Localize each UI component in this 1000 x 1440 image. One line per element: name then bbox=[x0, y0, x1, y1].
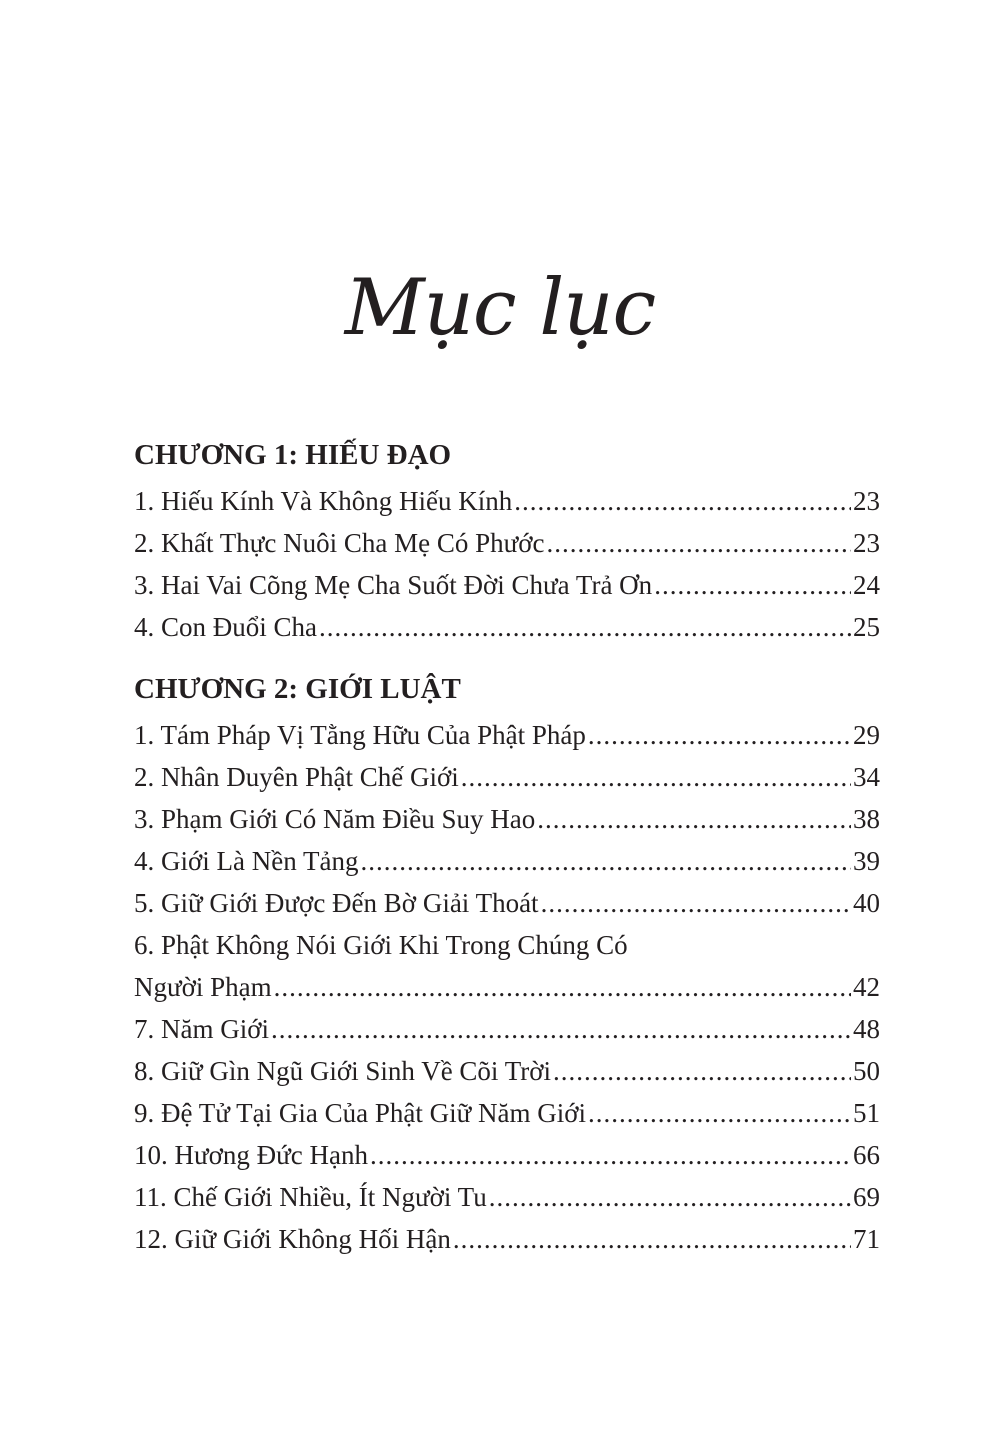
dot-leader bbox=[489, 1176, 851, 1218]
toc-entry-title: Người Phạm bbox=[134, 972, 272, 1002]
toc-entry-title: 4. Giới Là Nền Tảng bbox=[134, 846, 359, 876]
toc-entry-page: 24 bbox=[853, 570, 880, 600]
toc-entry-title: 1. Tám Pháp Vị Tằng Hữu Của Phật Pháp bbox=[134, 720, 586, 750]
page-title: Mục lục bbox=[344, 263, 656, 353]
dot-leader bbox=[588, 714, 851, 756]
toc-entry-title: 3. Hai Vai Cõng Mẹ Cha Suốt Đời Chưa Trả Ơn bbox=[134, 570, 653, 600]
chapter-heading: CHƯƠNG 2: GIỚI LUẬT bbox=[134, 673, 461, 705]
toc-entry bbox=[134, 480, 880, 522]
toc-entry-title: 10. Hương Đức Hạnh bbox=[134, 1140, 369, 1170]
dot-leader bbox=[588, 1092, 851, 1134]
toc-entry bbox=[134, 1134, 880, 1176]
dot-leader bbox=[271, 1008, 851, 1050]
table-of-contents bbox=[134, 430, 880, 1260]
toc-entry-title: 11. Chế Giới Nhiều, Ít Người Tu bbox=[134, 1182, 487, 1212]
toc-entry-page: 38 bbox=[853, 804, 880, 834]
toc-entry-page: 66 bbox=[853, 1140, 880, 1170]
chapter-1 bbox=[134, 430, 880, 648]
toc-entry-page: 50 bbox=[853, 1056, 880, 1086]
toc-entry-title: 1. Hiếu Kính Và Không Hiếu Kính bbox=[134, 486, 513, 516]
toc-entry-page: 69 bbox=[853, 1182, 880, 1212]
toc-entry-page: 29 bbox=[853, 720, 880, 750]
toc-entry-title: 7. Năm Giới bbox=[134, 1014, 270, 1044]
chapter-2 bbox=[134, 664, 880, 1260]
toc-entry bbox=[134, 840, 880, 882]
toc-entry-page: 48 bbox=[853, 1014, 880, 1044]
toc-entry bbox=[134, 1176, 880, 1218]
toc-entry-page: 42 bbox=[853, 972, 880, 1002]
toc-entry-page: 25 bbox=[853, 612, 880, 642]
toc-entry-page: 40 bbox=[853, 888, 880, 918]
toc-entry-page: 23 bbox=[853, 486, 880, 516]
toc-entry-title: 8. Giữ Gìn Ngũ Giới Sinh Về Cõi Trời bbox=[134, 1056, 552, 1086]
toc-entry-title: 9. Đệ Tử Tại Gia Của Phật Giữ Năm Giới bbox=[134, 1098, 586, 1128]
dot-leader bbox=[654, 564, 851, 606]
toc-entry bbox=[134, 1218, 880, 1260]
toc-entry bbox=[134, 798, 880, 840]
dot-leader bbox=[453, 1218, 851, 1260]
toc-entry bbox=[134, 882, 880, 924]
toc-entry bbox=[134, 756, 880, 798]
toc-entry-title: 12. Giữ Giới Không Hối Hận bbox=[134, 1224, 451, 1254]
toc-entry-page: 39 bbox=[853, 846, 880, 876]
toc-entry-title: 2. Nhân Duyên Phật Chế Giới bbox=[134, 762, 459, 792]
toc-entry bbox=[134, 714, 880, 756]
toc-entry bbox=[134, 1008, 880, 1050]
toc-entry-title: 4. Con Đuổi Cha bbox=[134, 612, 318, 642]
toc-entry-page: 71 bbox=[853, 1224, 880, 1254]
toc-entry bbox=[134, 606, 880, 648]
dot-leader bbox=[370, 1134, 851, 1176]
toc-entry-title: 3. Phạm Giới Có Năm Điều Suy Hao bbox=[134, 804, 536, 834]
dot-leader bbox=[541, 882, 851, 924]
toc-entry-page: 23 bbox=[853, 528, 880, 558]
dot-leader bbox=[547, 522, 851, 564]
toc-entry-page: 51 bbox=[853, 1098, 880, 1128]
toc-entry-title-line1: 6. Phật Không Nói Giới Khi Trong Chúng Có bbox=[134, 930, 628, 960]
toc-entry bbox=[134, 522, 880, 564]
toc-entry bbox=[134, 966, 880, 1008]
dot-leader bbox=[514, 480, 851, 522]
toc-entry-title: 5. Giữ Giới Được Đến Bờ Giải Thoát bbox=[134, 888, 539, 918]
dot-leader bbox=[461, 756, 851, 798]
toc-entry bbox=[134, 1092, 880, 1134]
chapter-heading: CHƯƠNG 1: HIẾU ĐẠO bbox=[134, 439, 452, 471]
dot-leader bbox=[537, 798, 851, 840]
toc-entry bbox=[134, 1050, 880, 1092]
toc-entry bbox=[134, 564, 880, 606]
dot-leader bbox=[274, 966, 851, 1008]
toc-entry-page: 34 bbox=[853, 762, 880, 792]
dot-leader bbox=[319, 606, 851, 648]
toc-entry-title: 2. Khất Thực Nuôi Cha Mẹ Có Phước bbox=[134, 528, 545, 558]
dot-leader bbox=[553, 1050, 851, 1092]
dot-leader bbox=[360, 840, 851, 882]
